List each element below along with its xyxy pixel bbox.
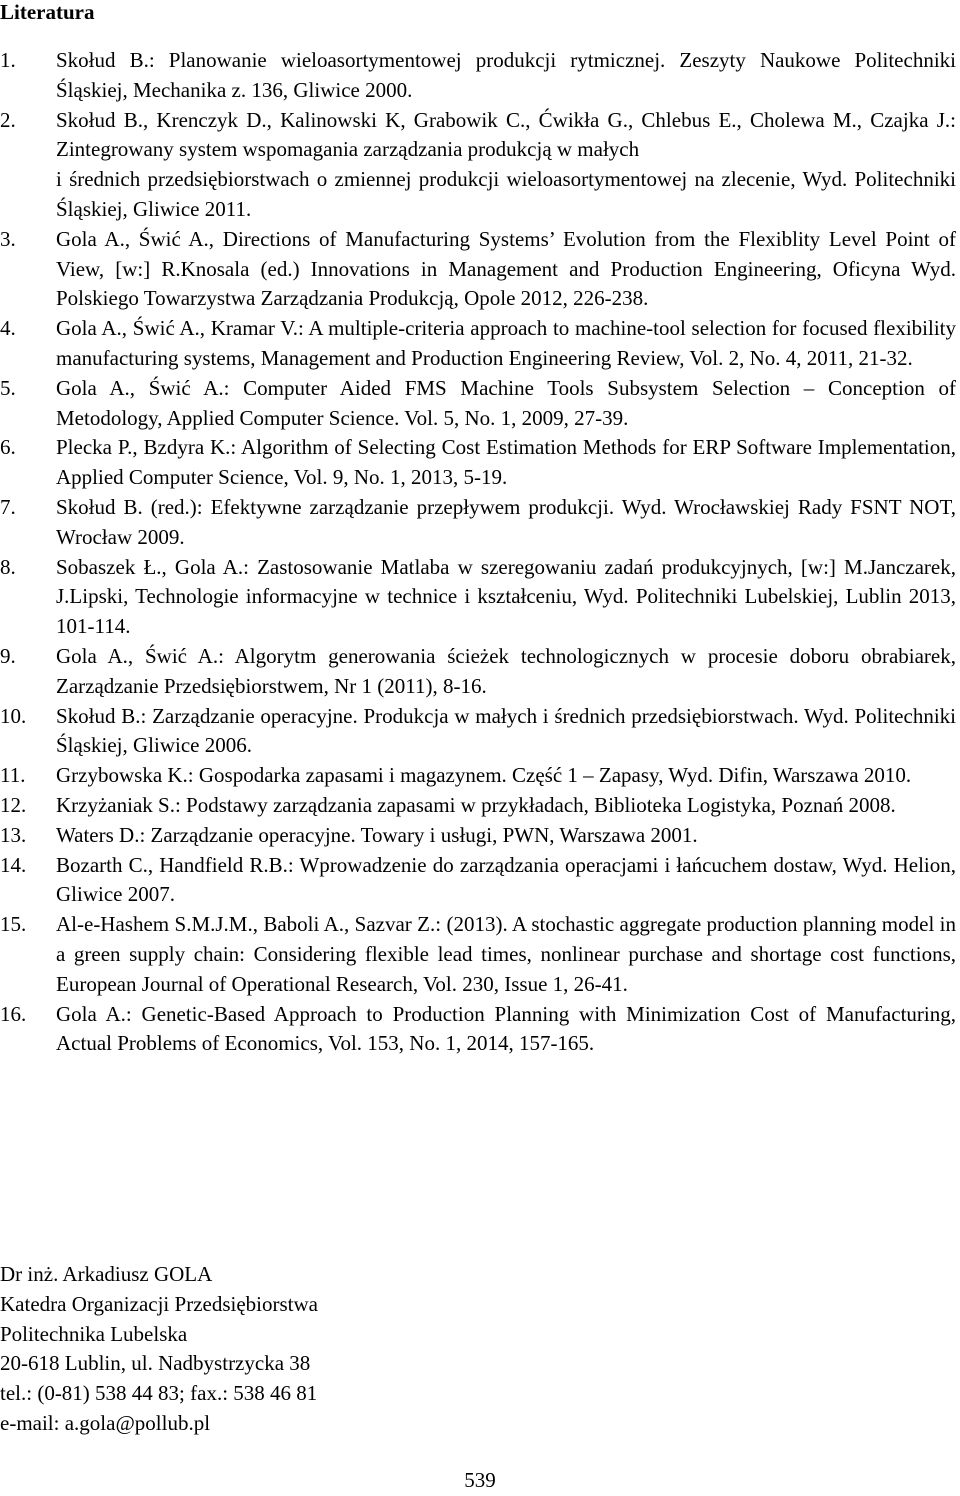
reference-number: 5.	[0, 375, 16, 400]
reference-number: 12.	[0, 792, 27, 817]
reference-number: 15.	[0, 912, 27, 937]
reference-text: Skołud B.: Planowanie wieloasortymentowej produkcji rytmicznej. Zeszyty Naukowe Politechniki Śląskiej, Mechanika z. 136, Gliwice 2000.	[56, 48, 956, 102]
reference-text: Bozarth C., Handfield R.B.: Wprowadzenie do zarządzania operacjami i łańcuchem dostaw, Wyd. Helion, Gliwice 2007.	[56, 852, 956, 907]
reference-item	[0, 761, 956, 791]
reference-item	[0, 702, 956, 762]
reference-text: Al-e-Hashem S.M.J.M., Baboli A., Sazvar Z.: (2013). A stochastic aggregate production planning model in a green supply chain: Considering flexible lead times, nonlinear purchase and shortage cost functions, European Journal of Operational Research, Vol. 230, Issue 1, 26-41.	[56, 912, 956, 996]
reference-text: Grzybowska K.: Gospodarka zapasami i magazynem. Część 1 – Zapasy, Wyd. Difin, Warszawa 2010.	[56, 763, 912, 788]
reference-list	[0, 46, 956, 1059]
reference-text: Gola A.: Genetic-Based Approach to Production Planning with Minimization Cost of Manufacturing, Actual Problems of Economics, Vol. 153, No. 1, 2014, 157-165.	[56, 1001, 956, 1056]
reference-item	[0, 433, 956, 493]
section-heading: Literatura	[0, 0, 95, 24]
reference-text: Sobaszek Ł., Gola A.: Zastosowanie Matlaba w szeregowaniu zadań produkcyjnych, [w:] M.Janczarek, J.Lipski, Technologie informacyjne w technice i kształceniu, Wyd. Politechniki Lubelskiej, Lublin 2013, 101-114.	[56, 554, 956, 639]
reference-item	[0, 821, 956, 851]
reference-text: Gola A., Świć A.: Computer Aided FMS Machine Tools Subsystem Selection – Conception of Metodology, Applied Computer Science. Vol. 5, No. 1, 2009, 27-39.	[56, 375, 956, 430]
reference-number: 11.	[0, 763, 26, 788]
reference-item	[0, 374, 956, 434]
reference-item	[0, 493, 956, 553]
reference-number: 3.	[0, 226, 16, 251]
page-number: 539	[464, 1468, 496, 1492]
reference-text: Skołud B., Krenczyk D., Kalinowski K, Grabowik C., Ćwikła G., Chlebus E., Cholewa M., Czajka J.: Zintegrowany system wspomagania zarządzania produkcją w małych i średnich przedsiębiorstwach o zmiennej produkcji wieloasortymentowej na zlecenie, Wyd. Politechniki Śląskiej, Gliwice 2011.	[56, 107, 956, 221]
reference-item	[0, 553, 956, 642]
reference-number: 1.	[0, 48, 16, 72]
reference-text: Krzyżaniak S.: Podstawy zarządzania zapasami w przykładach, Biblioteka Logistyka, Poznań 2008.	[56, 792, 896, 817]
author-name: Dr inż. Arkadiusz GOLA	[0, 1262, 213, 1286]
reference-number: 8.	[0, 554, 16, 579]
author-address: 20-618 Lublin, ul. Nadbystrzycka 38	[0, 1351, 311, 1376]
reference-item	[0, 1000, 956, 1060]
reference-item	[0, 46, 956, 106]
author-university: Politechnika Lubelska	[0, 1321, 188, 1346]
reference-text: Waters D.: Zarządzanie operacyjne. Towary i usługi, PWN, Warszawa 2001.	[56, 822, 698, 847]
reference-item	[0, 791, 956, 821]
reference-item	[0, 642, 956, 702]
reference-text: Plecka P., Bzdyra K.: Algorithm of Selecting Cost Estimation Methods for ERP Software Implementation, Applied Computer Science, Vol. 9, No. 1, 2013, 5-19.	[56, 435, 956, 490]
reference-number: 13.	[0, 822, 27, 847]
reference-item	[0, 851, 956, 911]
reference-item	[0, 106, 956, 225]
reference-number: 9.	[0, 643, 16, 668]
reference-item	[0, 225, 956, 314]
reference-number: 14.	[0, 852, 27, 877]
author-department: Katedra Organizacji Przedsiębiorstwa	[0, 1291, 318, 1316]
author-email[interactable]: e-mail: a.gola@pollub.pl	[0, 1410, 211, 1435]
reference-text: Gola A., Świć A., Directions of Manufacturing Systems’ Evolution from the Flexiblity Level Point of View, [w:] R.Knosala (ed.) Innovations in Management and Production Engineering, Oficyna Wyd. Polskiego Towarzystwa Zarządzania Produkcją, Opole 2012, 226-238.	[56, 226, 956, 311]
reference-number: 10.	[0, 703, 27, 728]
reference-number: 6.	[0, 435, 16, 460]
reference-text: Gola A., Świć A., Kramar V.: A multiple-criteria approach to machine-tool selection for focused flexibility manufacturing systems, Management and Production Engineering Review, Vol. 2, No. 4, 2011, 21-32.	[56, 316, 956, 370]
reference-item	[0, 314, 956, 374]
author-phone: tel.: (0-81) 538 44 83; fax.: 538 46 81	[0, 1381, 318, 1406]
reference-number: 16.	[0, 1001, 27, 1026]
reference-text: Skołud B.: Zarządzanie operacyjne. Produkcja w małych i średnich przedsiębiorstwach. Wyd. Politechniki Śląskiej, Gliwice 2006.	[56, 703, 956, 758]
reference-number: 2.	[0, 107, 16, 132]
reference-number: 4.	[0, 316, 16, 341]
author-info	[0, 1260, 318, 1439]
reference-text: Skołud B. (red.): Efektywne zarządzanie przepływem produkcji. Wyd. Wrocławskiej Rady FSNT NOT, Wrocław 2009.	[56, 494, 956, 549]
reference-item	[0, 910, 956, 999]
reference-text: Gola A., Świć A.: Algorytm generowania ścieżek technologicznych w procesie doboru obrabiarek, Zarządzanie Przedsiębiorstwem, Nr 1 (2011), 8-16.	[56, 643, 956, 698]
reference-number: 7.	[0, 494, 16, 519]
